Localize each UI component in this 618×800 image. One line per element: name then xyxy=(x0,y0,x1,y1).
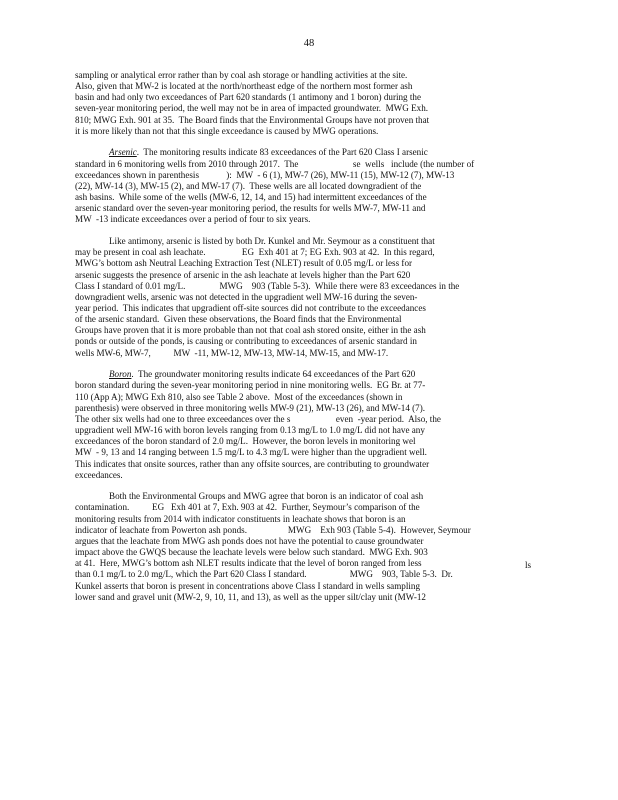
text-line: boron standard during the seven-year monitoring period in nine monitoring wells. EG Br. at 77- xyxy=(75,380,426,391)
text-line: MW -13 indicate exceedances over a period of four to six years. xyxy=(75,214,311,225)
paragraph-gap xyxy=(75,137,479,148)
paragraph-gap xyxy=(75,359,479,370)
page-number: 48 xyxy=(303,38,315,49)
text-line: This indicates that onsite sources, rather than any offsite sources, are contributing to groundwater xyxy=(75,458,430,469)
text-line: wells MW-6, MW-7, MW -11, MW-12, MW-13, MW-14, MW-15, and MW-17. xyxy=(75,347,389,358)
paragraph-boron xyxy=(75,369,479,481)
text-line: argues that the leachate from MWG ash ponds does not have the potential to cause groundwater xyxy=(75,535,424,546)
text-line: monitoring results from 2014 with indicator constituents in leachate shows that boron is an xyxy=(75,513,406,524)
text-line: standard in 6 monitoring wells from 2010 through 2017. The se wells include (the number of xyxy=(75,158,475,169)
text-run: . The groundwater monitoring results indicate 64 exceedances of the Part 620 xyxy=(131,369,416,380)
text-line: 810; MWG Exh. 901 at 35. The Board finds that the Environmental Groups have not proven that xyxy=(75,114,430,125)
text-line: 110 (App A); MWG Exh 810, also see Table 2 above. Most of the exceedances (shown in xyxy=(75,391,403,402)
text-line: impact above the GWQS because the leachate levels were below such standard. MWG Exh. 903 xyxy=(75,547,428,558)
text-line: Kunkel asserts that boron is present in concentrations above Class I standard in wells sampling xyxy=(75,580,420,591)
section-heading-boron: Boron xyxy=(109,369,132,380)
body-text xyxy=(75,70,479,603)
text-line: Also, given that MW-2 is located at the north/northeast edge of the northern most former ash xyxy=(75,81,413,92)
text-line: than 0.1 mg/L to 2.0 mg/L, which the Part 620 Class I standard. MWG 903, Table 5-3. Dr. xyxy=(75,569,453,580)
text-line: year period. This indicates that upgradient off-site sources did not contribute to the exceedances xyxy=(75,302,426,313)
text-run: . The monitoring results indicate 83 exceedances of the Part 620 Class I arsenic xyxy=(136,147,428,158)
paragraph-continuation xyxy=(75,70,479,137)
text-line: upgradient well MW-16 with boron levels ranging from 0.13 mg/L to 1.0 mg/L did not have any xyxy=(75,425,425,436)
text-line: sampling or analytical error rather than by coal ash storage or handling activities at the site. xyxy=(75,70,408,80)
paragraph-gap xyxy=(75,481,479,492)
text-line: ponds or outside of the ponds, is causing or contributing to exceedances of arsenic standard in xyxy=(75,336,417,347)
text-line: seven-year monitoring period, the well may not be in area of impacted groundwater. MWG Exh. xyxy=(75,103,429,114)
text-line: ash basins. While some of the wells (MW-6, 12, 14, and 15) had intermittent exceedances of the xyxy=(75,192,427,203)
text-line: exceedances shown in parenthesis ): MW - 6 (1), MW-7 (26), MW-11 (15), MW-12 (7), MW-13 xyxy=(75,169,455,180)
text-line: arsenic suggests the presence of arsenic in the ash leachate at levels higher than the Part 620 xyxy=(75,269,411,280)
text-line: MWG’s bottom ash Neutral Leaching Extraction Test (NLET) result of 0.05 mg/L or less for xyxy=(75,258,413,269)
text-line: it is more likely than not that this single exceedance is caused by MWG operations. xyxy=(75,125,379,136)
text-line: contamination. EG Exh 401 at 7, Exh. 903 at 42. Further, Seymour’s comparison of the xyxy=(75,502,420,513)
paragraph-arsenic xyxy=(75,147,479,225)
text-line: Class I standard of 0.01 mg/L. MWG 903 (Table 5-3). While there were 83 exceedances in the xyxy=(75,280,460,291)
text-line xyxy=(75,147,479,158)
paragraph-antimony-arsenic xyxy=(75,236,479,359)
text-line: MW - 9, 13 and 14 ranging between 1.5 mg/L to 4.3 mg/L were higher than the upgradient well. xyxy=(75,447,427,458)
stray-text-fragment: ls xyxy=(525,560,532,570)
text-line: exceedances of the boron standard of 2.0 mg/L. However, the boron levels in monitoring wel xyxy=(75,436,416,447)
text-line: Both the Environmental Groups and MWG agree that boron is an indicator of coal ash xyxy=(109,491,424,502)
text-line: (22), MW-14 (3), MW-15 (2), and MW-17 (7). These wells are all located downgradient of the xyxy=(75,180,422,191)
text-line: Like antimony, arsenic is listed by both Dr. Kunkel and Mr. Seymour as a constituent that xyxy=(109,236,435,247)
text-line: may be present in coal ash leachate. EG Exh 401 at 7; EG Exh. 903 at 42. In this regard, xyxy=(75,247,435,258)
text-line: basin and had only two exceedances of Part 620 standards (1 antimony and 1 boron) during the xyxy=(75,92,421,103)
text-line: at 41. Here, MWG’s bottom ash NLET results indicate that the level of boron ranged from less xyxy=(75,558,422,569)
text-line: lower sand and gravel unit (MW-2, 9, 10, 11, and 13), as well as the upper silt/clay unit (MW-12 xyxy=(75,591,426,602)
text-line: downgradient wells, arsenic was not detected in the upgradient well MW-16 during the seven- xyxy=(75,291,418,302)
section-heading-arsenic: Arsenic xyxy=(109,147,137,158)
text-line xyxy=(75,369,479,380)
paragraph-boron-indicator xyxy=(75,491,479,603)
text-line: Groups have proven that it is more probable than not that coal ash stored onsite, either in the ash xyxy=(75,325,426,336)
text-line: parenthesis) were observed in three monitoring wells MW-9 (21), MW-13 (26), and MW-14 (7). xyxy=(75,402,426,413)
paragraph-gap xyxy=(75,226,479,237)
text-line: of the arsenic standard. Given these observations, the Board finds that the Environmental xyxy=(75,314,402,325)
text-line: exceedances. xyxy=(75,469,123,480)
text-line: The other six wells had one to three exceedances over the s even -year period. Also, the xyxy=(75,413,441,424)
text-line: arsenic standard over the seven-year monitoring period, the results for wells MW-7, MW-11 and xyxy=(75,203,426,214)
text-line: indicator of leachate from Powerton ash ponds. MWG Exh 903 (Table 5-4). However, Seymour xyxy=(75,524,471,535)
